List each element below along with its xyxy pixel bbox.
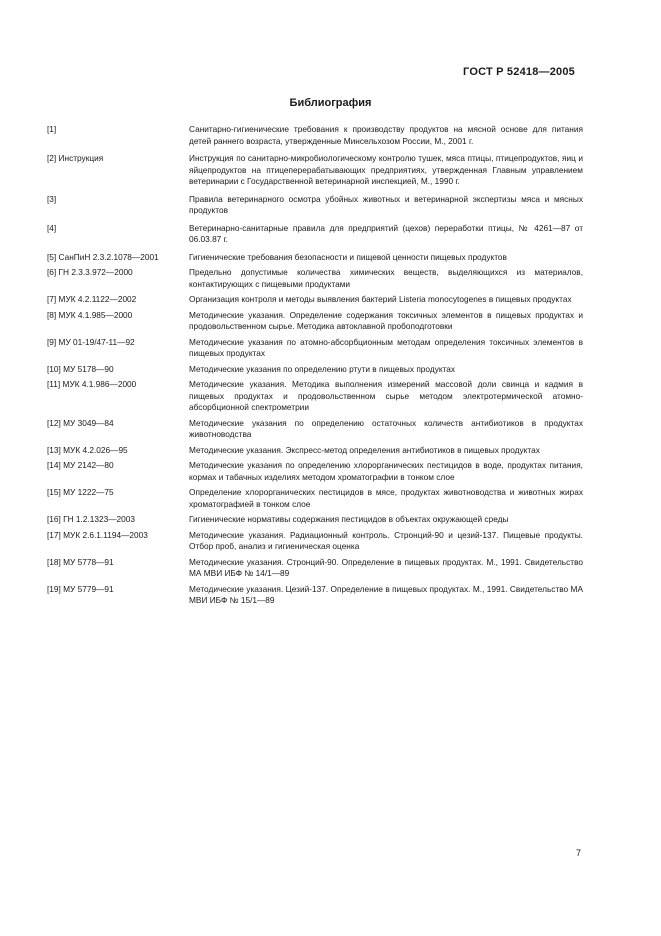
reference-code: [2] Инструкция (47, 153, 104, 163)
reference-code: [9] МУ 01-19/47-11—92 (47, 336, 135, 347)
reference-code: [17] МУК 2.6.1.1194—2003 (47, 529, 148, 540)
bibliography-entry (47, 379, 583, 414)
reference-code: [13] МУК 4.2.026—95 (47, 444, 128, 455)
bibliography-entry (47, 267, 583, 290)
reference-title: Организация контроля и методы выявления бактерий Listeria monocytogenes в пищевых продуктах (189, 294, 572, 304)
reference-title: Методические указания. Радиационный контроль. Стронций-90 и цезий-137. Пищевые продукты. Отбор проб, анализ и гигиеническая оценка (189, 529, 583, 551)
standard-number: ГОСТ Р 52418—2005 (463, 66, 575, 78)
reference-code: [15] МУ 1222—75 (47, 487, 114, 497)
reference-title: Инструкция по санитарно-микробиологическому контролю тушек, мяса птицы, птицепродуктов, яиц и яйцепродуктов на птицеперерабатывающих предприятиях, утвержденная Главным управлением ветеринарии с Государственной ветеринарной инспекцией, М., 1990 г. (189, 153, 583, 186)
page-number: 7 (575, 848, 581, 858)
bibliography-entry (47, 124, 583, 147)
reference-title: Методические указания по определению хлорорганических пестицидов в воде, продуктах питания, кормах и табачных изделиях методом хроматографии в тонком слое (189, 460, 583, 482)
reference-code: [19] МУ 5779—91 (47, 583, 114, 594)
bibliography-entry (47, 337, 583, 360)
reference-code: [11] МУК 4.1.986—2000 (47, 379, 137, 389)
reference-title: Санитарно-гигиенические требования к производству продуктов на мясной основе для питания детей раннего возраста, утвержденные Минсельхозом России, М., 2001 г. (189, 124, 583, 146)
reference-code: [6] ГН 2.3.3.972—2000 (47, 267, 133, 277)
reference-title: Методические указания по атомно-абсорбционным методам определения токсичных элементов в пищевых продуктах (189, 336, 583, 358)
reference-title: Методические указания. Цезий-137. Определение в пищевых продуктах. М., 1991. Свидетельство МА МВИ ИБФ № 15/1—89 (189, 583, 583, 605)
reference-title: Методические указания по определению ртути в пищевых продуктах (189, 363, 456, 374)
reference-code: [16] ГН 1.2.1323—2003 (47, 514, 135, 524)
bibliography-entry (47, 364, 583, 376)
bibliography-entry (47, 294, 583, 306)
reference-title: Определение хлорорганических пестицидов в мясе, продуктах животноводства и животных жирах хроматографией в тонком слое (189, 487, 583, 509)
bibliography-entry (47, 530, 583, 553)
bibliography-entry (47, 418, 583, 441)
reference-title: Ветеринарно-санитарные правила для предприятий (цехов) переработки птицы, № 4261—87 от 06.03.87 г. (189, 222, 583, 244)
reference-code: [7] МУК 4.2.1122—2002 (47, 294, 137, 304)
bibliography-entry (47, 445, 583, 457)
bibliography-entry (47, 153, 583, 188)
reference-title: Методические указания. Экспресс-метод определения антибиотиков в пищевых продуктах (189, 444, 540, 455)
reference-title: Методические указания. Определение содержания токсичных элементов в пищевых продуктах и продовольственном сырье. Методика автоклавной пробоподготовки (189, 309, 583, 331)
reference-code: [4] (47, 222, 57, 233)
bibliography-entry (47, 252, 583, 264)
bibliography-entry (47, 460, 583, 483)
bibliography-entry (47, 584, 583, 607)
reference-title: Методические указания по определению остаточных количеств антибиотиков в продуктах животноводства (189, 417, 583, 439)
reference-code: [8] МУК 4.1.985—2000 (47, 309, 133, 320)
bibliography-list (47, 124, 583, 611)
reference-code: [14] МУ 2142—80 (47, 460, 114, 470)
reference-code: [5] СанПиН 2.3.2.1078—2001 (47, 251, 159, 262)
reference-code: [3] (47, 193, 57, 204)
reference-title: Гигиенические нормативы содержания пестицидов в объектах окружающей среды (189, 514, 509, 524)
reference-title: Методические указания. Стронций-90. Определение в пищевых продуктах. М., 1991. Свидетельство МА МВИ ИБФ № 14/1—89 (189, 556, 583, 578)
section-title: Библиография (289, 97, 372, 109)
bibliography-entry (47, 223, 583, 246)
reference-title: Предельно допустимые количества химических веществ, выделяющихся из материалов, контактирующих с пищевыми продуктами (189, 267, 583, 289)
bibliography-entry (47, 514, 583, 526)
reference-code: [12] МУ 3049—84 (47, 417, 114, 428)
reference-code: [10] МУ 5178—90 (47, 363, 114, 374)
bibliography-entry (47, 557, 583, 580)
reference-title: Методические указания. Методика выполнения измерений массовой доли свинца и кадмия в пищевых продуктах и продовольственном сырье методом электротермической атомно-абсорбционной спектрометрии (189, 379, 583, 412)
reference-title: Гигиенические требования безопасности и пищевой ценности пищевых продуктов (189, 251, 507, 262)
bibliography-entry (47, 194, 583, 217)
reference-code: [18] МУ 5778—91 (47, 556, 114, 567)
reference-title: Правила ветеринарного осмотра убойных животных и ветеринарной экспертизы мяса и мясных продуктов (189, 193, 583, 215)
reference-code: [1] (47, 124, 57, 134)
bibliography-entry (47, 487, 583, 510)
bibliography-entry (47, 310, 583, 333)
